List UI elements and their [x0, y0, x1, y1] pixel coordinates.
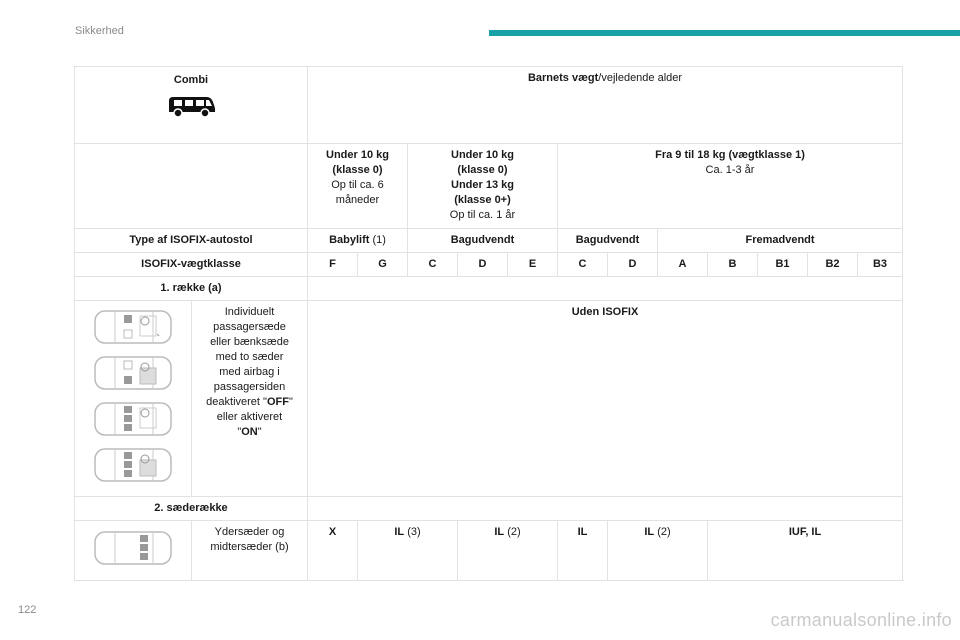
group-weight-alt: Under 13 kg — [451, 179, 514, 191]
header-accent-bar — [489, 30, 960, 36]
airbag-off-label: OFF — [266, 396, 289, 408]
group-class-alt: (klasse 0+) — [454, 194, 511, 206]
value-main: IUF, IL — [788, 526, 822, 538]
value-note: (2) — [654, 526, 671, 538]
babylift-note: (1) — [369, 234, 386, 246]
desc-line: midtersæder (b) — [210, 541, 289, 553]
group-under10-a — [308, 144, 408, 229]
desc-line — [195, 425, 304, 440]
weight-header-suffix: /vejledende alder — [598, 72, 683, 84]
desc-line: passagersiden — [213, 381, 286, 393]
quote: " — [237, 426, 242, 438]
desc-line: med airbag i — [219, 366, 280, 378]
class-cell: G — [358, 253, 408, 277]
class-cell: C — [558, 253, 608, 277]
desc-line: Individuelt — [224, 306, 275, 318]
car-rear-seats-diagram-icon — [93, 529, 173, 567]
weight-header-label: Barnets vægt — [527, 72, 599, 84]
class-cell: D — [458, 253, 508, 277]
car-seat-diagram-icon — [93, 308, 173, 346]
class-cell: D — [608, 253, 658, 277]
babylift-label: Babylift — [329, 234, 370, 246]
class-cell: B3 — [858, 253, 903, 277]
group-age: Op til ca. 1 år — [449, 209, 516, 221]
group-weight: Fra 9 til 18 kg (vægtklasse 1) — [655, 149, 805, 161]
value-main: IL — [644, 526, 655, 538]
value-note: (3) — [404, 526, 421, 538]
row1-value: Uden ISOFIX — [308, 301, 903, 497]
row2-value — [558, 521, 608, 581]
van-icon — [165, 92, 217, 120]
airbag-on-label: ON — [241, 426, 258, 438]
empty-cell — [75, 144, 308, 229]
class-label: ISOFIX-vægtklasse — [75, 253, 308, 277]
value-main: IL — [494, 526, 505, 538]
type-bagudvendt-1: Bagudvendt — [408, 229, 558, 253]
page-number: 122 — [18, 604, 37, 616]
group-weight: Under 10 kg — [451, 149, 514, 161]
class-cell: B1 — [758, 253, 808, 277]
group-age: Op til ca. 6 — [331, 179, 384, 191]
quote: " — [288, 396, 293, 408]
isofix-table — [74, 66, 903, 581]
class-cell: F — [308, 253, 358, 277]
quote: deaktiveret " — [206, 396, 267, 408]
class-cell: E — [508, 253, 558, 277]
row2-value — [358, 521, 458, 581]
row2-value — [608, 521, 708, 581]
row1-description — [192, 301, 308, 497]
quote: " — [257, 426, 262, 438]
type-bagudvendt-2: Bagudvendt — [558, 229, 658, 253]
desc-line: eller bænksæde — [210, 336, 289, 348]
row2-value — [458, 521, 558, 581]
row2-description — [192, 521, 308, 581]
row2-value — [308, 521, 358, 581]
row2-value — [708, 521, 903, 581]
row1-label: 1. række (a) — [75, 277, 308, 301]
row2-label: 2. sæderække — [75, 497, 308, 521]
value-note: (2) — [504, 526, 521, 538]
desc-line: eller aktiveret — [216, 411, 283, 423]
group-age-unit: måneder — [335, 194, 380, 206]
car-seat-diagram-icon — [93, 446, 173, 484]
group-9-18 — [558, 144, 903, 229]
class-cell: B2 — [808, 253, 858, 277]
group-class: (klasse 0) — [457, 164, 508, 176]
desc-line: Ydersæder og — [214, 526, 285, 538]
vehicle-name: Combi — [173, 74, 209, 86]
watermark: carmanualsonline.info — [770, 610, 952, 630]
row1-diagrams — [75, 301, 192, 497]
weight-header-cell — [308, 67, 903, 144]
group-class: (klasse 0) — [332, 164, 383, 176]
desc-line — [195, 395, 304, 410]
group-under10-b — [408, 144, 558, 229]
car-seat-diagram-icon — [93, 354, 173, 392]
desc-line: med to sæder — [215, 351, 284, 363]
type-label: Type af ISOFIX-autostol — [75, 229, 308, 253]
row1-label-filler — [308, 277, 903, 301]
desc-line: passagersæde — [213, 321, 286, 333]
row2-label-filler — [308, 497, 903, 521]
type-fremadvendt: Fremadvendt — [658, 229, 903, 253]
vehicle-cell — [75, 67, 308, 144]
section-title: Sikkerhed — [75, 25, 124, 37]
class-cell: A — [658, 253, 708, 277]
group-weight: Under 10 kg — [326, 149, 389, 161]
value-main: IL — [394, 526, 405, 538]
value-main: IL — [577, 526, 588, 538]
car-seat-diagram-icon — [93, 400, 173, 438]
type-babylift — [308, 229, 408, 253]
group-age: Ca. 1-3 år — [705, 164, 755, 176]
value-main: X — [328, 526, 337, 538]
class-cell: C — [408, 253, 458, 277]
class-cell: B — [708, 253, 758, 277]
row2-diagram-cell — [75, 521, 192, 581]
